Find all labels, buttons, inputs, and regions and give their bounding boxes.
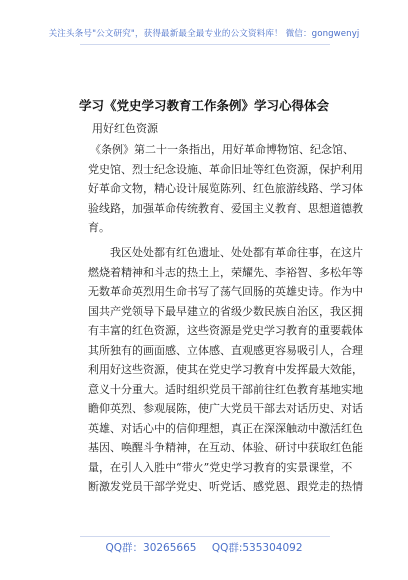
paragraph-line: 燃烧着精神和斗志的热土上，荣耀先、李裕智、多松年等 [88,265,363,279]
paragraph-line: 瞻仰英烈、参观展陈，使广大党员干部去对话历史、对话 [88,402,363,415]
footer-qq-group-2: QQ群:535304092 [211,542,303,554]
paragraph-line: 验线路，加强革命传统教育、爱国主义教育、思想道德教 [88,201,363,215]
footer-divider [80,536,330,537]
paragraph-line: 其所独有的画面感、立体感、直观感更容易吸引人，合理 [88,343,363,357]
paragraph-1 [88,140,363,238]
paragraph-line: 党史馆、烈士纪念设施、革命旧址等红色资源，保护利用 [88,162,363,176]
paragraph-line: 量，在引人入胜中“带火”党史学习教育的实景课堂，不 [88,460,353,474]
paragraph-line: 意义十分重大。适时组织党员干部前往红色教育基地实地 [88,382,363,396]
paragraph-line: 好革命文物，精心设计展览陈列、红色旅游线路、学习体 [88,182,363,195]
paragraph-2 [88,243,363,497]
document-title: 学习《党史学习教育工作条例》学习心得体会 [78,98,329,113]
footer-contact [0,540,408,555]
section-heading: 用好红色资源 [92,122,158,135]
footer-qq-group-1: QQ群：30265665 [105,542,197,554]
paragraph-line: 利用好这些资源，使其在党史学习教育中发挥最大效能， [88,363,363,376]
header-promo-note: 关注头条号"公文研究"，获得最新最全最专业的公文资料库！ 微信：gongwenyj [48,29,360,39]
paragraph-line: 育。 [88,221,110,234]
paragraph-line: 《条例》第二十一条指出，用好革命博物馆、纪念馆、 [90,143,354,156]
paragraph-line: 英雄、对话心中的信仰理想，真正在深深触动中激活红色 [88,421,363,435]
header-divider [80,44,330,45]
paragraph-line: 我区处处都有红色遗址、处处都有革命往事，在这片 [110,246,363,259]
paragraph-line: 无数革命英烈用生命书写了荡气回肠的英雄史诗。作为中 [88,285,363,298]
paragraph-line: 有丰富的红色资源，这些资源是党史学习教育的重要载体 [88,324,363,337]
paragraph-line: 国共产党领导下最早建立的省级少数民族自治区，我区拥 [88,304,363,318]
paragraph-line: 断激发党员干部学党史、听党话、感党恩、跟党走的热情 [88,480,363,493]
paragraph-line: 基因、唤醒斗争精神，在互动、体验、研讨中获取红色能 [88,441,363,454]
